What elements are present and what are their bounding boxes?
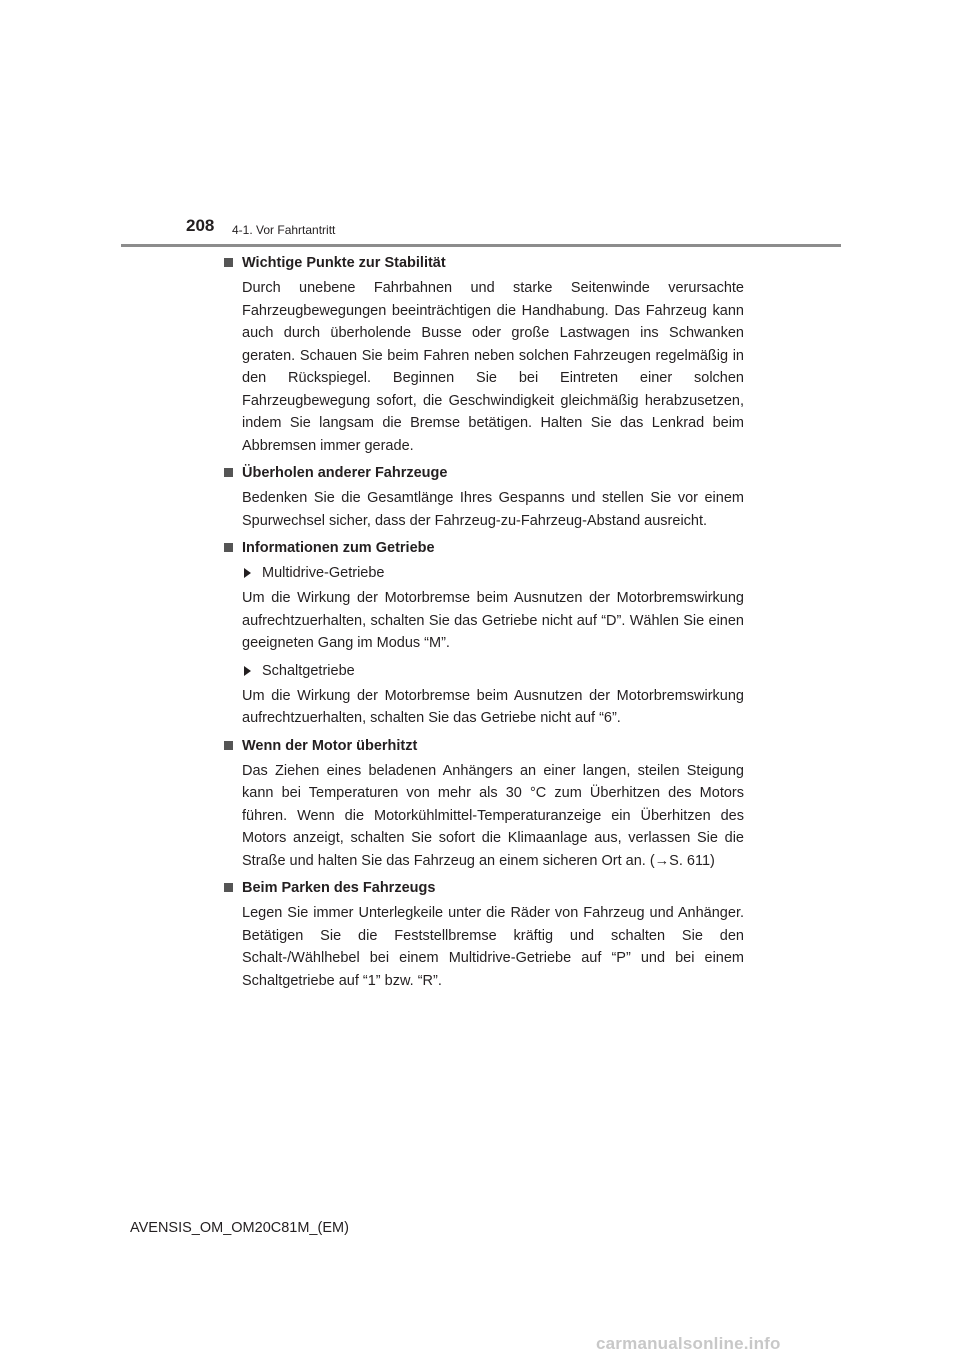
paragraph: Durch unebene Fahrbahnen und starke Seitenwinde verursachte Fahrzeugbewegungen beeinträchtigen die Handhabung. Das Fahrzeug kann auch durch überholende Busse oder große Lastwagen ins Schwanken geraten. Schauen Sie beim Fahren neben solchen Fahrzeugen regelmäßig in den Rückspiegel. Beginnen Sie bei Eintreten einer solchen Fahrzeugbewegung sofort, die Geschwindigkeit gleichmäßig herabzusetzen, indem Sie langsam die Bremse betätigen. Halten Sie das Lenkrad beim Abbremsen immer gerade. (242, 280, 744, 454)
section-heading: Informationen zum Getriebe (222, 537, 744, 559)
paragraph: Legen Sie immer Unterlegkeile unter die Räder von Fahrzeug und Anhänger. Betätigen Sie die Feststellbremse kräftig und schalten Sie den Schalt-/Wählhebel bei einem Multidrive-Getriebe auf “P” und bei einem Schaltgetriebe auf “1” bzw. “R”. (242, 905, 744, 989)
watermark: carmanualsonline.info (596, 1334, 781, 1353)
section-heading: Beim Parken des Fahrzeugs (222, 877, 744, 899)
triangle-right-icon (244, 568, 251, 578)
sub-heading: Schaltgetriebe (242, 660, 744, 682)
sub-heading: Multidrive-Getriebe (242, 562, 744, 584)
square-bullet-icon (224, 883, 233, 892)
page-number: 208 (186, 216, 215, 235)
square-bullet-icon (224, 543, 233, 552)
square-bullet-icon (224, 741, 233, 750)
section-heading: Wichtige Punkte zur Stabilität (222, 252, 744, 274)
square-bullet-icon (224, 258, 233, 267)
content (222, 252, 744, 997)
triangle-right-icon (244, 666, 251, 676)
section-label: 4-1. Vor Fahrtantritt (232, 223, 336, 237)
section-heading: Überholen anderer Fahrzeuge (222, 462, 744, 484)
paragraph: Bedenken Sie die Gesamtlänge Ihres Gespanns und stellen Sie vor einem Spurwechsel sicher, dass der Fahrzeug-zu-Fahrzeug-Abstand ausreicht. (242, 490, 744, 529)
section-heading: Wenn der Motor überhitzt (222, 735, 744, 757)
paragraph: Um die Wirkung der Motorbremse beim Ausnutzen der Motorbremswirkung aufrechtzuerhalten, schalten Sie das Getriebe nicht auf “6”. (242, 687, 744, 726)
footer-doc-code: AVENSIS_OM_OM20C81M_(EM) (130, 1220, 349, 1236)
header-divider (121, 244, 841, 247)
paragraph: Um die Wirkung der Motorbremse beim Ausnutzen der Motorbremswirkung aufrechtzuerhalten, schalten Sie das Getriebe nicht auf “D”. Wählen Sie einen geeigneten Gang im Modus “M”. (242, 590, 744, 651)
square-bullet-icon (224, 468, 233, 477)
paragraph: Das Ziehen eines beladenen Anhängers an einer langen, steilen Steigung kann bei Temperaturen von mehr als 30 °C zum Überhitzen des Motors führen. Wenn die Motorkühlmittel-Temperaturanzeige ein Überhitzen des Motors anzeigt, schalten Sie sofort die Klimaanlage aus, verlassen Sie die Straße und halten Sie das Fahrzeug an einem sicheren Ort an. (→S. 611) (242, 762, 744, 869)
